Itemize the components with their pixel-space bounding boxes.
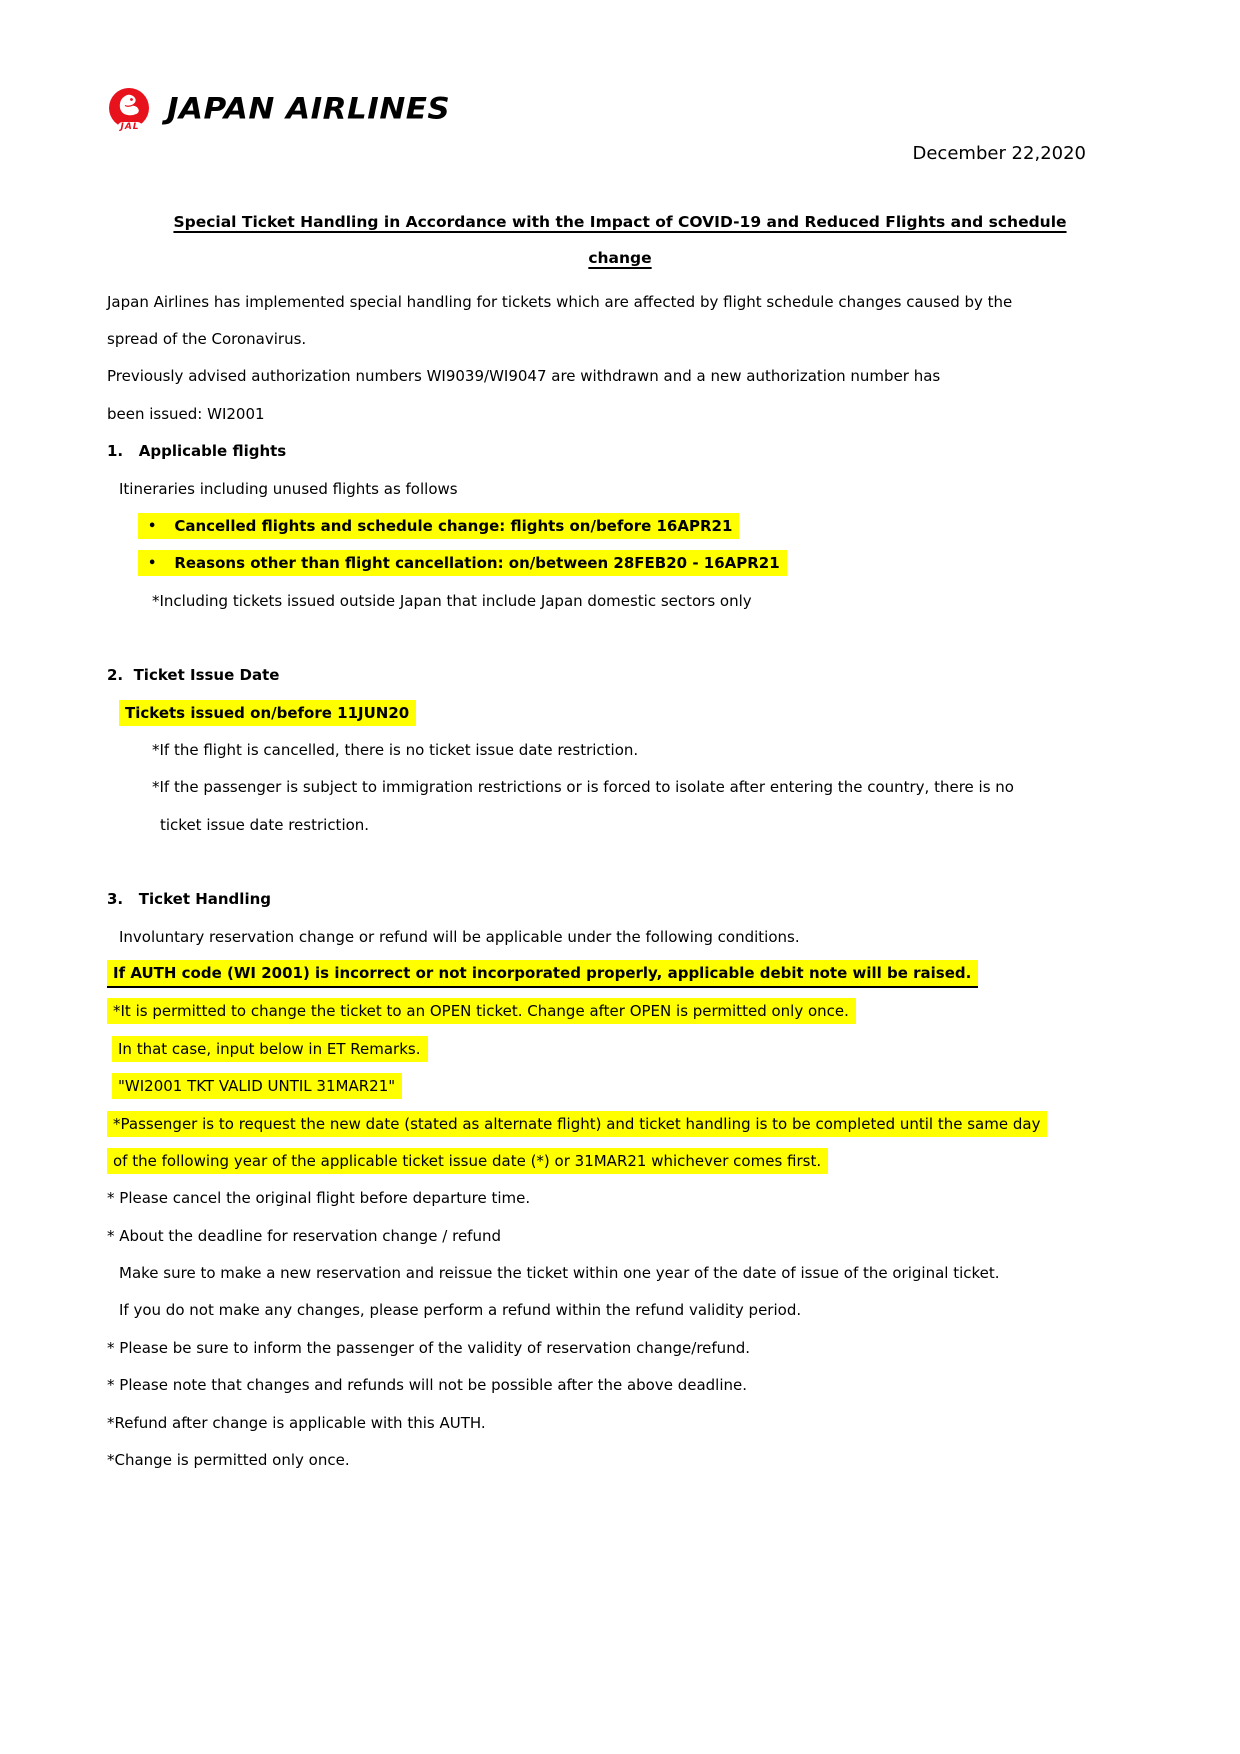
document-header (0, 0, 1240, 164)
section-heading-text: 2. Ticket Issue Date (107, 666, 280, 685)
paragraph-text: Japan Airlines has implemented special handling for tickets which are affected by flight schedule changes caused by the (107, 292, 1013, 311)
text-line (107, 1441, 1170, 1478)
text-line (107, 320, 1170, 357)
section-heading (107, 433, 1170, 470)
highlight-box (107, 1111, 1047, 1137)
text-line (107, 283, 1170, 320)
bullet-icon: • (148, 518, 157, 534)
highlighted-line (107, 1105, 1170, 1142)
highlight-box (112, 1036, 428, 1062)
jal-wordmark: JAPAN AIRLINES (167, 91, 451, 127)
section-heading (107, 657, 1170, 694)
paragraph-text: * About the deadline for reservation change / refund (107, 1226, 501, 1245)
highlighted-line (107, 1067, 1170, 1104)
paragraph-text: *Refund after change is applicable with this AUTH. (107, 1413, 486, 1432)
text-line (107, 1180, 1170, 1217)
highlight-box (107, 1148, 828, 1174)
highlighted-text: In that case, input below in ET Remarks. (118, 1039, 421, 1058)
highlighted-text: *Passenger is to request the new date (stated as alternate flight) and ticket handling is to be completed until the same day (113, 1114, 1041, 1133)
highlighted-bullet-item (107, 507, 1170, 544)
highlighted-line (107, 1142, 1170, 1179)
document-title-line1: Special Ticket Handling in Accordance with the Impact of COVID-19 and Reduced Flights and schedule (173, 213, 1067, 231)
highlighted-line (107, 993, 1170, 1030)
paragraph-text: * Please cancel the original flight before departure time. (107, 1189, 531, 1208)
text-line (107, 769, 1170, 806)
jal-logo-badge: JAL (117, 122, 142, 132)
text-line (107, 1292, 1170, 1329)
text-line (107, 731, 1170, 768)
highlighted-text: "WI2001 TKT VALID UNTIL 31MAR21" (118, 1077, 396, 1096)
bullet-text: Reasons other than flight cancellation: on/between 28FEB20 - 16APR21 (174, 554, 780, 573)
bullet-icon: • (148, 555, 157, 571)
paragraph-text: * Please note that changes and refunds will not be possible after the above deadline. (107, 1376, 748, 1395)
highlighted-text: of the following year of the applicable ticket issue date (*) or 31MAR21 whichever comes first. (113, 1151, 822, 1170)
paragraph-text: been issued: WI2001 (107, 404, 265, 423)
paragraph-text: spread of the Coronavirus. (107, 330, 307, 349)
paragraph-text: If you do not make any changes, please perform a refund within the refund validity period. (119, 1301, 802, 1320)
jal-crane-logo-icon (107, 86, 153, 132)
paragraph-text: Make sure to make a new reservation and reissue the ticket within one year of the date of issue of the original ticket. (119, 1264, 1000, 1283)
paragraph-text: Previously advised authorization numbers WI9039/WI9047 are withdrawn and a new authorization number has (107, 367, 941, 386)
highlight-box (112, 1073, 402, 1099)
text-line (107, 1404, 1170, 1441)
highlight-box (138, 513, 739, 539)
text-line (107, 1367, 1170, 1404)
highlighted-line (107, 1030, 1170, 1067)
document-date: December 22,2020 (912, 143, 1086, 164)
paragraph-text: ticket issue date restriction. (160, 815, 370, 834)
highlighted-text: Tickets issued on/before 11JUN20 (125, 703, 410, 722)
highlighted-line (107, 694, 1170, 731)
highlight-box (119, 700, 416, 726)
text-line (107, 806, 1170, 843)
jal-logo (107, 84, 1140, 134)
text-line (107, 470, 1170, 507)
text-line (107, 1329, 1170, 1366)
text-line (107, 918, 1170, 955)
text-line (107, 1254, 1170, 1291)
highlighted-line (107, 955, 1170, 992)
text-line (107, 582, 1170, 619)
highlight-box (107, 960, 978, 988)
paragraph-text: *If the flight is cancelled, there is no ticket issue date restriction. (152, 740, 639, 759)
paragraph-text: * Please be sure to inform the passenger of the validity of reservation change/refund. (107, 1338, 750, 1357)
paragraph-text: Involuntary reservation change or refund will be applicable under the following conditions. (119, 927, 800, 946)
text-line (107, 395, 1170, 432)
bullet-text: Cancelled flights and schedule change: flights on/before 16APR21 (174, 517, 733, 536)
section-heading (107, 880, 1170, 917)
paragraph-text: *If the passenger is subject to immigration restrictions or is forced to isolate after entering the country, there is no (152, 778, 1014, 797)
highlight-box (138, 550, 787, 576)
highlighted-text: If AUTH code (WI 2001) is incorrect or not incorporated properly, applicable debit note will be raised. (113, 963, 972, 982)
highlighted-text: *It is permitted to change the ticket to an OPEN ticket. Change after OPEN is permitted only once. (113, 1002, 849, 1021)
text-line (107, 358, 1170, 395)
paragraph-text: *Including tickets issued outside Japan that include Japan domestic sectors only (152, 591, 752, 610)
section-heading-text: 3. Ticket Handling (107, 890, 271, 909)
document-title (0, 204, 1240, 276)
paragraph-text: *Change is permitted only once. (107, 1451, 350, 1470)
section-heading-text: 1. Applicable flights (107, 442, 287, 461)
document-body (0, 283, 1240, 1479)
highlight-box (107, 998, 856, 1024)
text-line (107, 1217, 1170, 1254)
document-title-line2: change (588, 249, 652, 267)
paragraph-text: Itineraries including unused flights as follows (119, 479, 458, 498)
highlighted-bullet-item (107, 545, 1170, 582)
